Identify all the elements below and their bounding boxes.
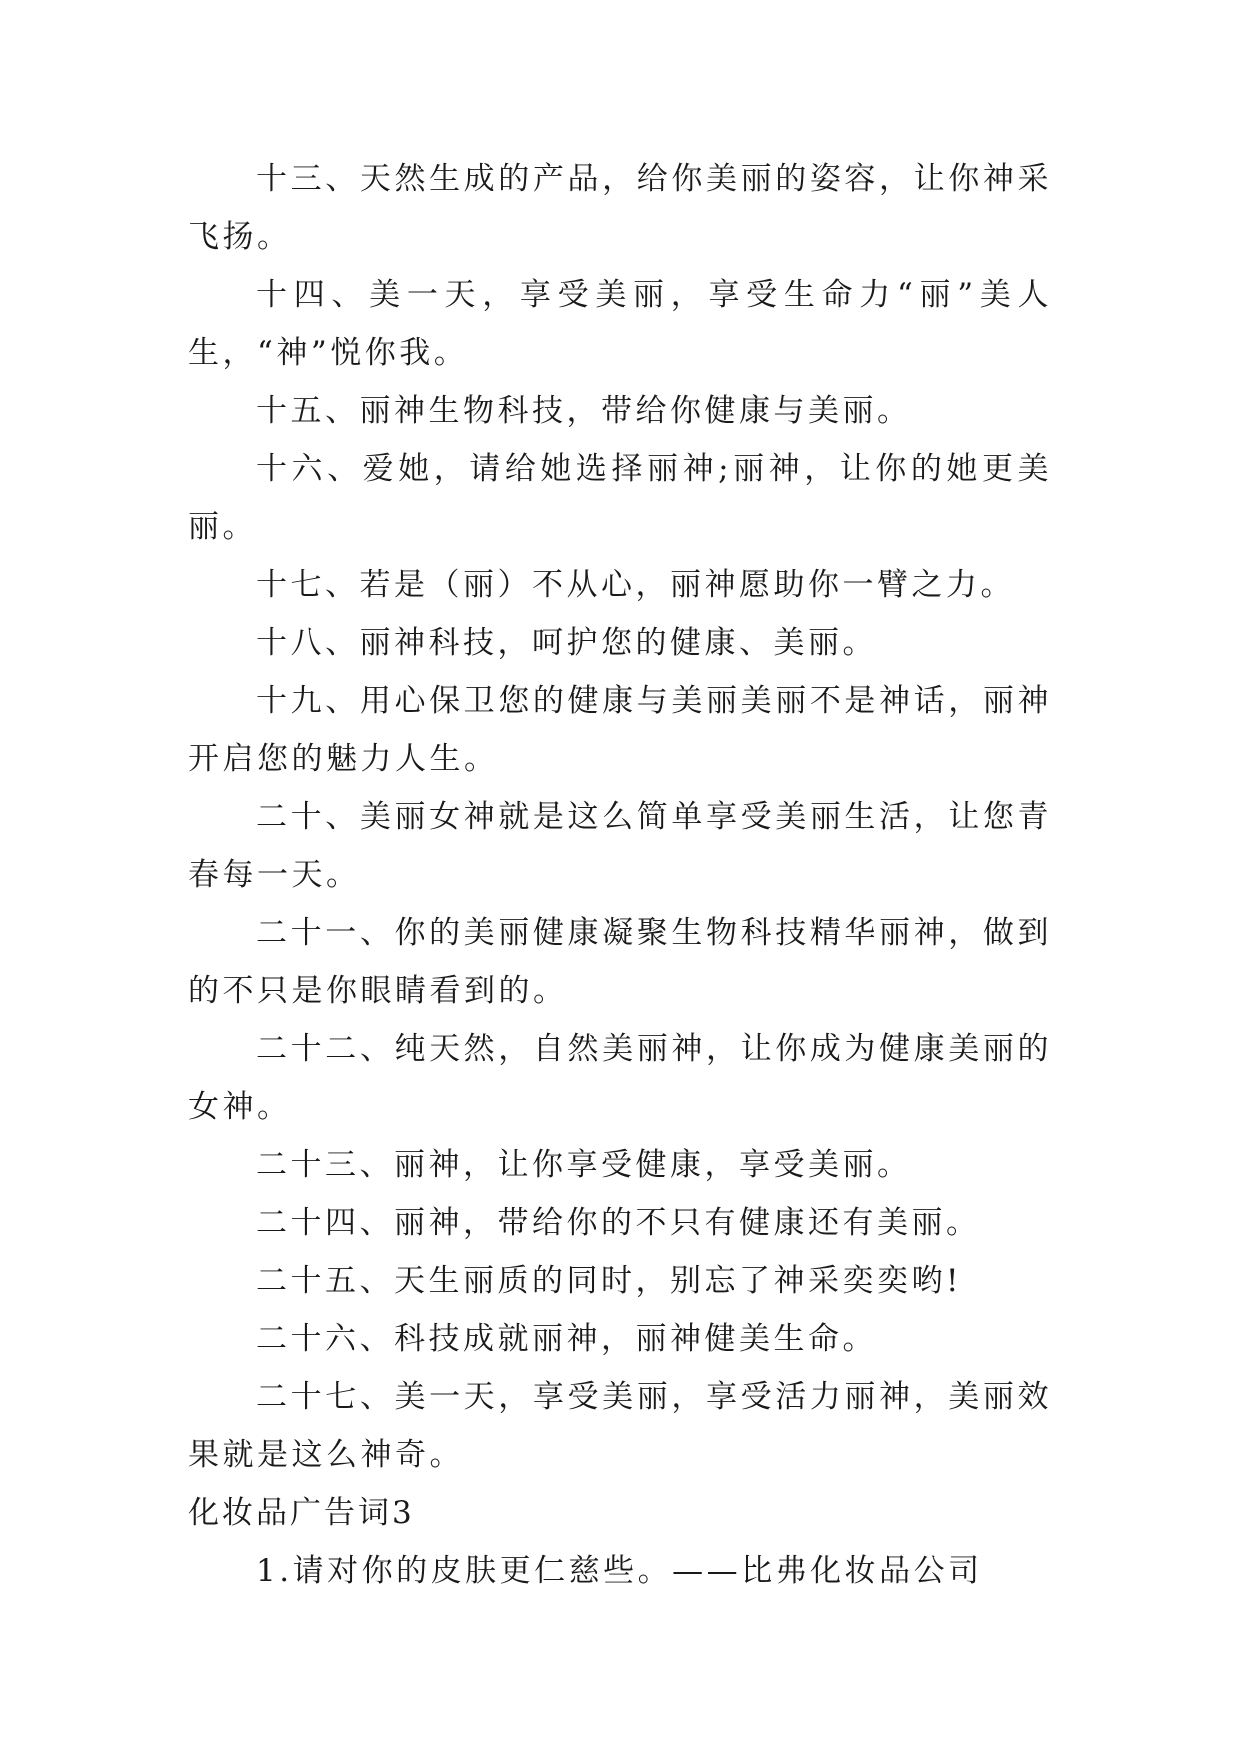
paragraph-27: 二十七、美一天，享受美丽，享受活力丽神，美丽效果就是这么神奇。 — [188, 1379, 1052, 1473]
paragraph-25: 二十五、天生丽质的同时，别忘了神采奕奕哟! — [256, 1263, 962, 1299]
paragraph-18: 十八、丽神科技，呵护您的健康、美丽。 — [256, 625, 877, 661]
paragraph-21: 二十一、你的美丽健康凝聚生物科技精华丽神，做到的不只是你眼睛看到的。 — [188, 915, 1052, 1009]
paragraph-24: 二十四、丽神，带给你的不只有健康还有美丽。 — [256, 1205, 981, 1241]
paragraph-23: 二十三、丽神，让你享受健康，享受美丽。 — [256, 1147, 912, 1183]
paragraph-22: 二十二、纯天然，自然美丽神，让你成为健康美丽的女神。 — [188, 1031, 1052, 1125]
paragraph-26: 二十六、科技成就丽神，丽神健美生命。 — [256, 1321, 877, 1357]
paragraph-20: 二十、美丽女神就是这么简单享受美丽生活，让您青春每一天。 — [188, 799, 1052, 893]
paragraph-16: 十六、爱她，请给她选择丽神;丽神，让你的她更美丽。 — [188, 451, 1052, 545]
paragraph-19: 十九、用心保卫您的健康与美丽美丽不是神话，丽神开启您的魅力人生。 — [188, 683, 1052, 777]
paragraph-13: 十三、天然生成的产品，给你美丽的姿容，让你神采飞扬。 — [188, 161, 1052, 255]
paragraph-17: 十七、若是（丽）不从心，丽神愿助你一臂之力。 — [256, 567, 1015, 603]
paragraph-item-1: 1.请对你的皮肤更仁慈些。——比弗化妆品公司 — [256, 1553, 983, 1589]
paragraph-15: 十五、丽神生物科技，带给你健康与美丽。 — [256, 393, 912, 429]
section-heading: 化妆品广告词3 — [188, 1495, 415, 1531]
document-page — [188, 150, 1052, 1600]
paragraph-14: 十四、美一天，享受美丽，享受生命力“丽”美人生，“神”悦你我。 — [188, 277, 1052, 371]
